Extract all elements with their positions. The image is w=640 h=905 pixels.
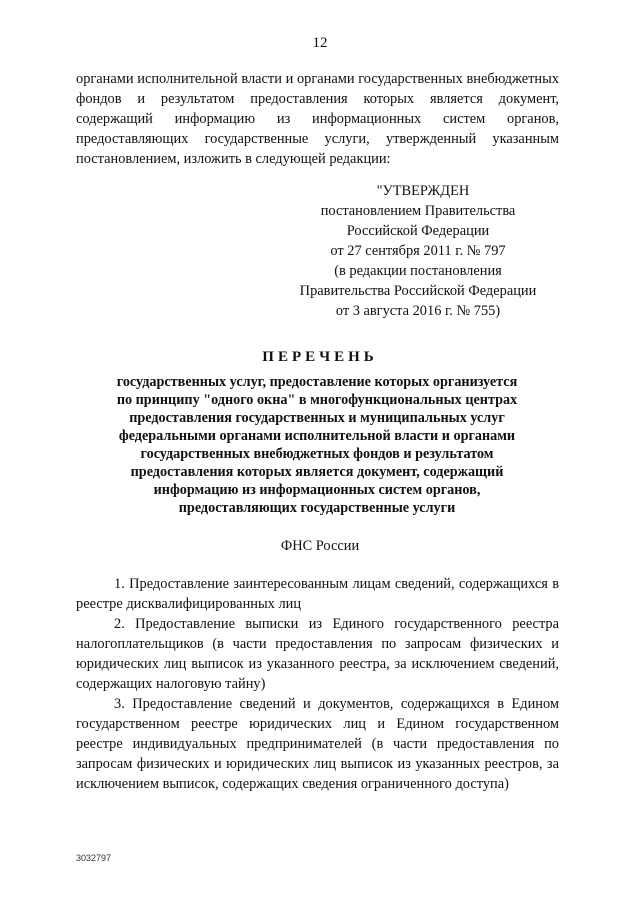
subtitle-line: информацию из информационных систем органов,: [153, 482, 481, 498]
approval-line: от 27 сентября 2011 г. № 797: [330, 243, 506, 259]
list-item: 3. Предоставление сведений и документов, содержащихся в Едином государственном реестре юридических лиц и Едином государственном реестре индивидуальных предпринимателей (в части предоставления по запросам физических и юридических лиц выписок из указанных реестров, за исключением выписок, содержащих сведения ограниченного доступа): [76, 696, 559, 792]
subtitle-line: предоставляющих государственные услуги: [178, 500, 456, 516]
document-code: 3032797: [76, 853, 112, 863]
list-item: 2. Предоставление выписки из Единого государственного реестра налогоплательщиков (в части предоставления по запросам физических и юридических лиц выписок из указанного реестра, за исключением сведений, содержащих налоговую тайну): [76, 616, 559, 692]
page-number: 12: [312, 35, 328, 51]
subtitle-line: государственных услуг, предоставление которых организуется: [116, 374, 518, 390]
agency-heading: ФНС России: [280, 538, 360, 554]
subtitle-line: предоставления которых является документ, содержащий: [130, 464, 504, 480]
intro-paragraph: органами исполнительной власти и органами государственных внебюджетных фондов и результатом предоставления которых является документ, содержащий информацию из информационных систем органов, предоставляющих государственные услуги, утвержденный указанным постановлением, изложить в следующей редакции:: [76, 71, 559, 167]
approval-line: (в редакции постановления: [334, 263, 502, 279]
subtitle-line: федеральными органами исполнительной власти и органами: [118, 428, 516, 444]
list-item: 1. Предоставление заинтересованным лицам сведений, содержащихся в реестре дисквалифицированных лиц: [76, 576, 559, 612]
subtitle-line: предоставления государственных и муниципальных услуг: [129, 410, 505, 426]
subtitle-line: государственных внебюджетных фондов и результатом: [140, 446, 494, 462]
subtitle-line: по принципу "одного окна" в многофункциональных центрах: [116, 392, 518, 408]
approval-line: Российской Федерации: [346, 223, 490, 239]
approval-line: постановлением Правительства: [320, 203, 516, 219]
service-list: [76, 574, 559, 794]
approval-line: Правительства Российской Федерации: [299, 283, 537, 299]
list-subtitle: [90, 373, 544, 517]
approval-line: от 3 августа 2016 г. № 755): [335, 303, 501, 319]
list-title: ПЕРЕЧЕНЬ: [262, 349, 378, 365]
approval-line: "УТВЕРЖДЕН: [376, 183, 470, 199]
approval-block: [298, 181, 538, 321]
